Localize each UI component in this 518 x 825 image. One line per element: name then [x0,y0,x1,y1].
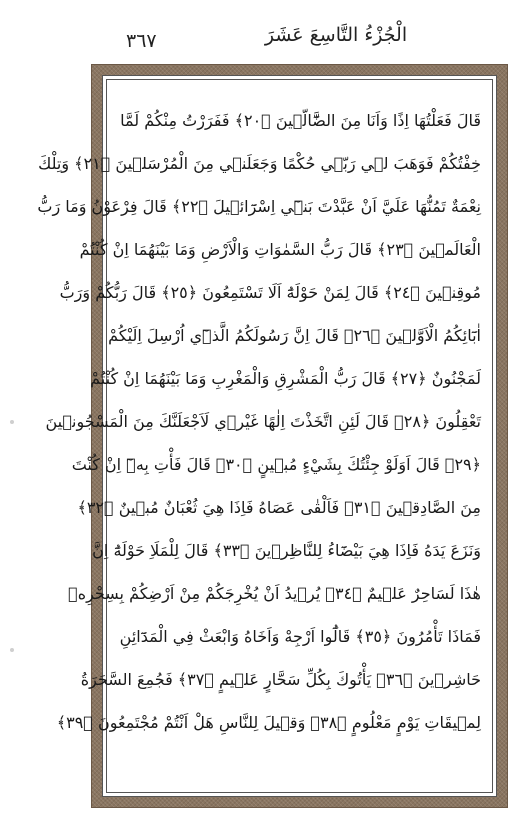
juz-title: الْجُزْءُ التَّاسِعَ عَشَرَ [264,24,408,46]
quran-text-block [37,99,481,744]
page-header [96,24,508,60]
text-line: نِعْمَةٌ تَمُنُّهَا عَلَيَّ اَنْ عَبَّدْتَ بَن۪ٓي اِسْرَٓائ۪يلَ ﴿٢٢﴾ قَالَ فِرْعَوْنُ وَمَا رَبُّ [37,197,481,216]
text-line: قَالَ فَعَلْتُهَا اِذًا وَاَنَا مِنَ الضَّٓالّ۪ينَ ﴿٢٠﴾ فَفَرَرْتُ مِنْكُمْ لَمَّا [120,111,481,130]
text-line: هٰذَا لَسَاحِرٌ عَل۪يمٌ ﴿٣٤﴾ يُر۪يدُ اَنْ يُخْرِجَكُمْ مِنْ اَرْضِكُمْ بِسِحْرِه۪ [68,584,481,603]
text-line: لِم۪يقَاتِ يَوْمٍ مَعْلُومٍ ﴿٣٨﴾ وَق۪يلَ لِلنَّاسِ هَلْ اَنْتُمْ مُجْتَمِعُونَ ﴿٣٩﴾ [56,713,481,732]
text-line: مِنَ الصَّادِق۪ينَ ﴿٣١﴾ فَاَلْقٰى عَصَاهُ فَاِذَا هِيَ ثُعْبَانٌ مُب۪ينٌ ﴿٣٢﴾ [77,498,481,517]
margin-mark [10,648,14,652]
text-line: مُوقِن۪ينَ ﴿٢٤﴾ قَالَ لِمَنْ حَوْلَهُٓ اَلَا تَسْتَمِعُونَ ﴿٢٥﴾ قَالَ رَبُّكُمْ وَرَبُّ [59,283,481,302]
text-area [37,75,497,797]
text-line: الْعَالَم۪ينَ ﴿٢٣﴾ قَالَ رَبُّ السَّمٰوَاتِ وَالْاَرْضِ وَمَا بَيْنَهُمَا اِنْ كُنْتُمْ [79,240,481,259]
ornamental-frame [37,64,508,808]
text-line: اٰبَٓائِكُمُ الْاَوَّل۪ينَ ﴿٢٦﴾ قَالَ اِنَّ رَسُولَكُمُ الَّذ۪ٓي اُرْسِلَ اِلَيْكُمْ [108,326,481,345]
text-line: خِفْتُكُمْ فَوَهَبَ ل۪ي رَبّ۪ي حُكْمًا وَجَعَلَن۪ي مِنَ الْمُرْسَل۪ينَ ﴿٢١﴾ وَتِلْكَ [38,154,481,173]
text-line: فَمَاذَا تَأْمُرُونَ ﴿٣٥﴾ قَالُٓوا اَرْجِهْ وَاَخَاهُ وَابْعَثْ فِي الْمَدَٓائِنِ [119,627,481,646]
margin-mark [10,420,14,424]
text-line: وَنَزَعَ يَدَهُ فَاِذَا هِيَ بَيْضَٓاءُ لِلنَّاظِر۪ينَ ﴿٣٣﴾ قَالَ لِلْمَلَاِ حَوْلَهُٓ اِنَّ [92,541,481,560]
page-number: ٣٦٧ [126,30,157,52]
text-line: تَعْقِلُونَ ﴿٢٨﴾ قَالَ لَئِنِ اتَّخَذْتَ اِلٰهًا غَيْر۪ي لَاَجْعَلَنَّكَ مِنَ الْمَسْجُون۪ينَ [45,412,481,431]
text-line: لَمَجْنُونٌ ﴿٢٧﴾ قَالَ رَبُّ الْمَشْرِقِ وَالْمَغْرِبِ وَمَا بَيْنَهُمَا اِنْ كُنْتُمْ [90,369,481,388]
text-line: ﴿٢٩﴾ قَالَ اَوَلَوْ جِئْتُكَ بِشَيْءٍ مُب۪ينٍ ﴿٣٠﴾ قَالَ فَأْتِ بِه۪ٓ اِنْ كُنْتَ [71,455,481,474]
text-line: حَاشِر۪ينَ ﴿٣٦﴾ يَأْتُوكَ بِكُلِّ سَحَّارٍ عَل۪يمٍ ﴿٣٧﴾ فَجُمِعَ السَّحَرَةُ [80,670,481,689]
